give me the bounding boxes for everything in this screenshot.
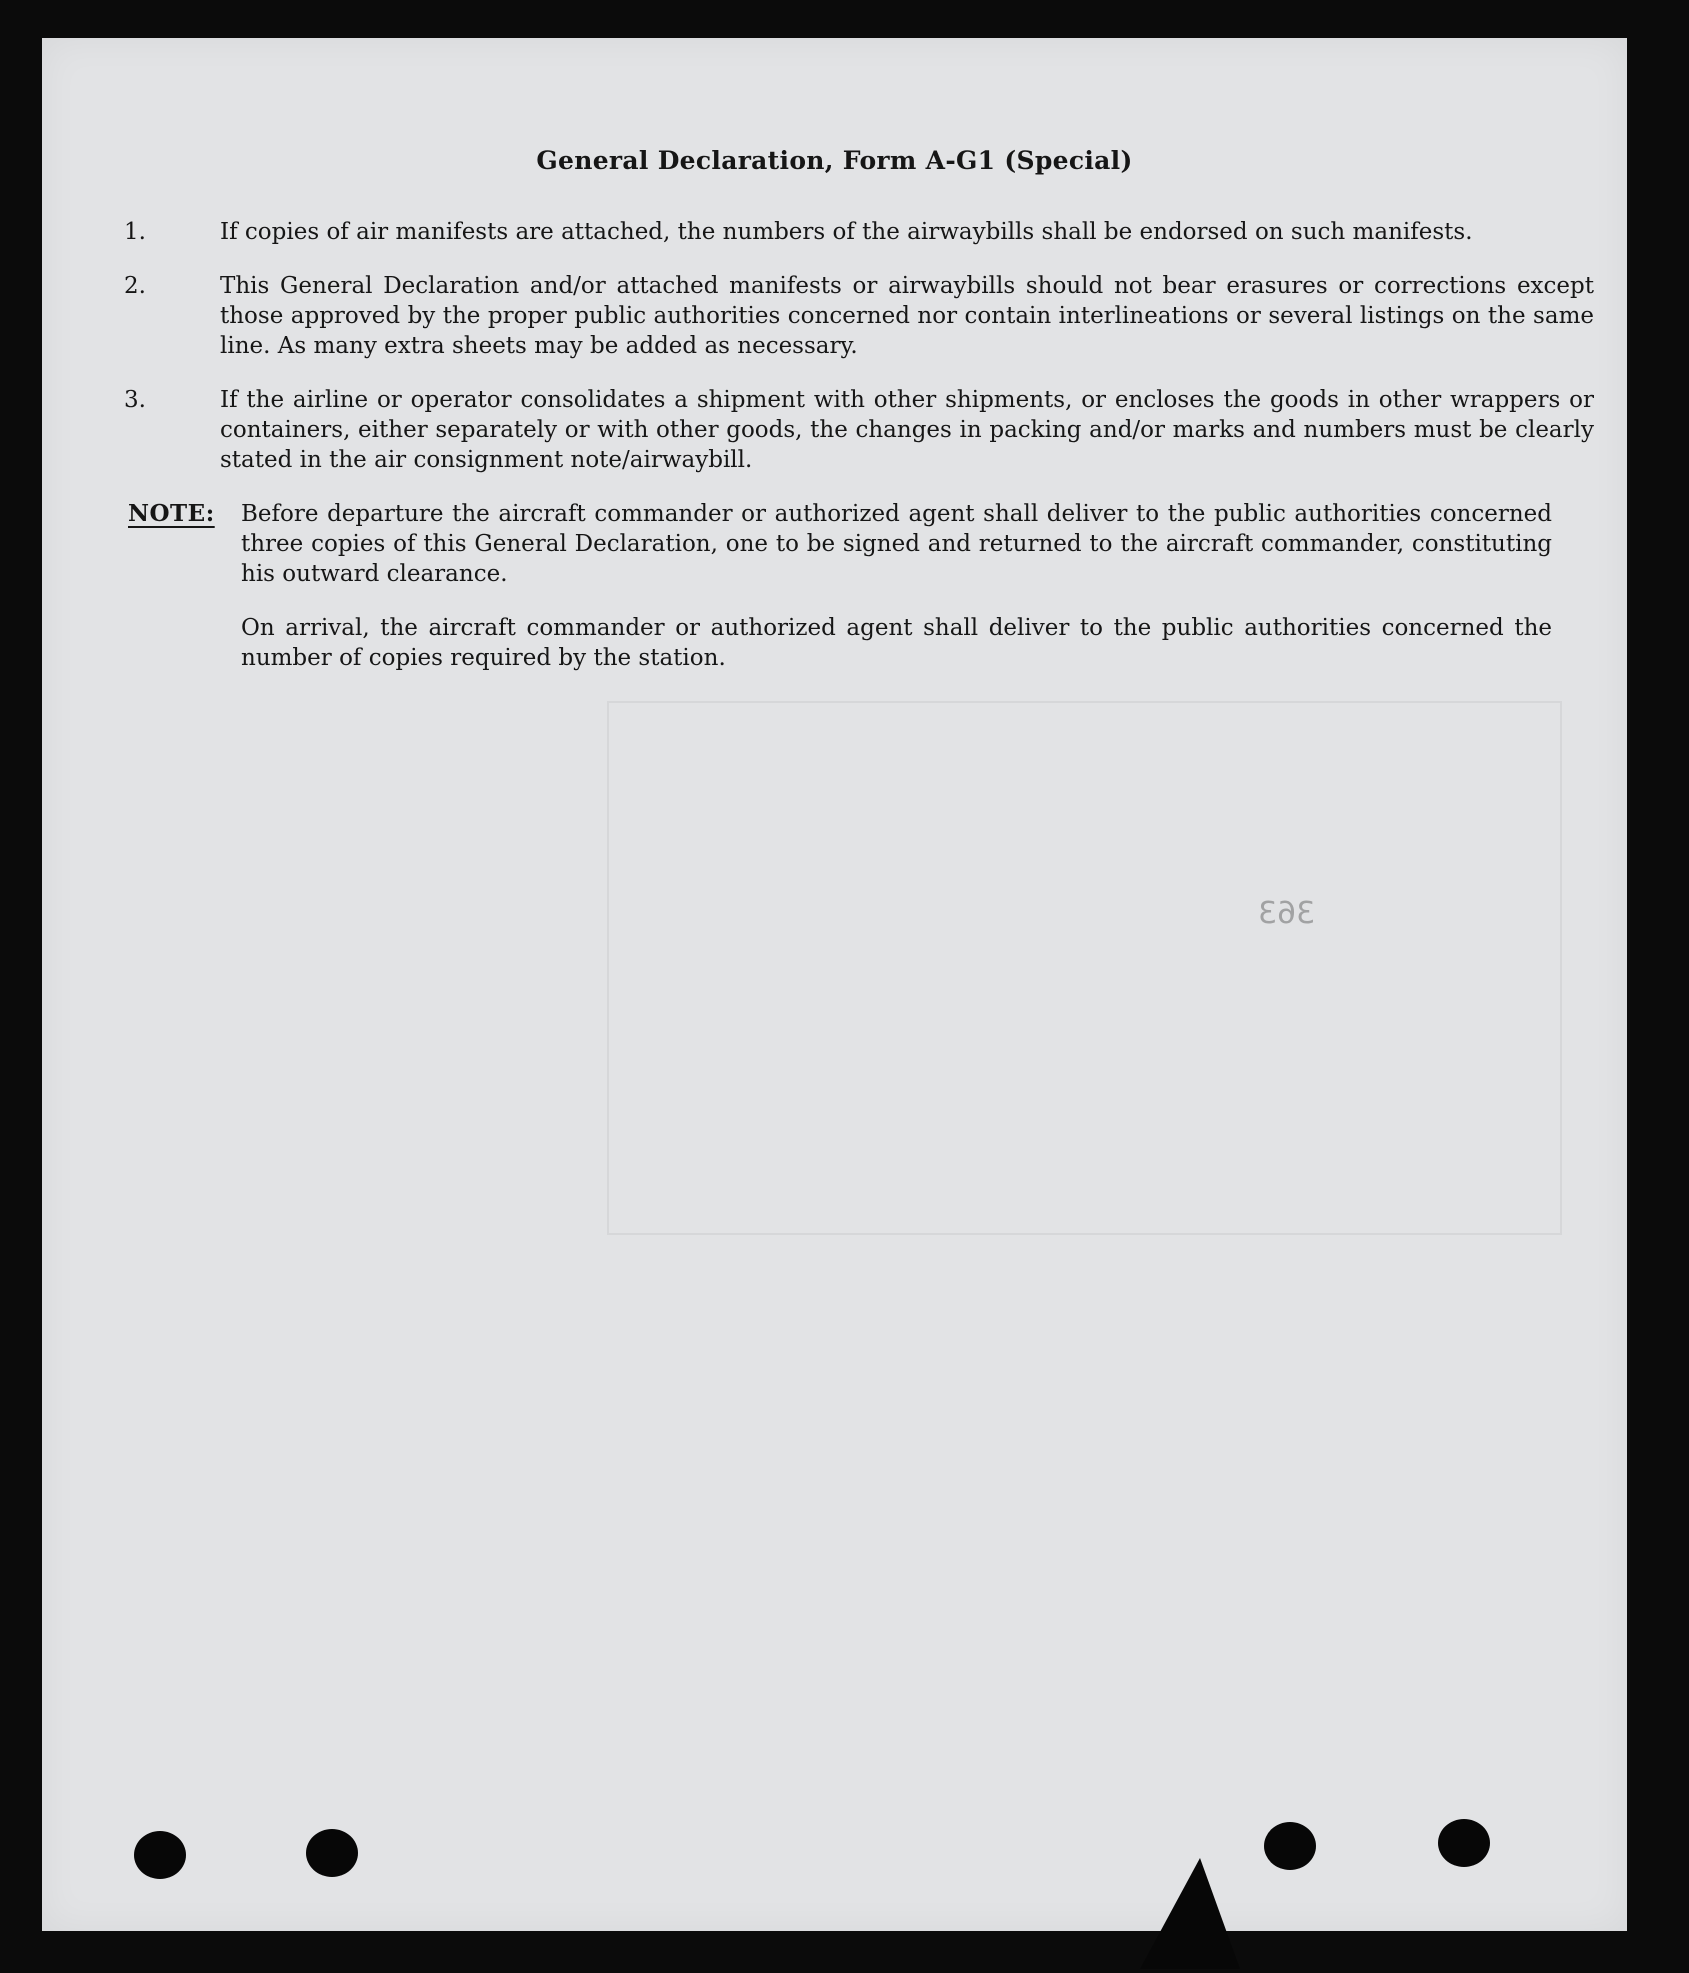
bleed-through-number: 363 (1258, 896, 1316, 931)
punch-hole (134, 1831, 186, 1879)
item-text: If copies of air manifests are attached, the numbers of the airwaybills shall be endorsed on such manifests. (220, 219, 1473, 245)
torn-edge (1140, 1858, 1240, 1969)
document-title: General Declaration, Form A-G1 (Special) (536, 146, 1133, 175)
item-text: This General Declaration and/or attached manifests or airwaybills should not bear erasures or corrections except those approved by the proper public authorities concerned nor contain interlineations or several listings on the same line. As many extra sheets may be added as necessary. (220, 273, 1594, 359)
document-page (42, 38, 1627, 1931)
note-paragraph-1: Before departure the aircraft commander or authorized agent shall deliver to the public authorities concerned three copies of this General Declaration, one to be signed and returned to the aircraft commander, constituting his outward clearance. (241, 501, 1552, 587)
bleed-through-stamp-area (607, 701, 1562, 1235)
instruction-item-3 (124, 385, 1594, 475)
instruction-item-1 (124, 217, 1594, 247)
instruction-item-2 (124, 271, 1594, 361)
note-label: NOTE: (128, 500, 215, 527)
punch-hole (306, 1829, 358, 1877)
punch-hole (1438, 1819, 1490, 1867)
item-number: 1. (124, 219, 146, 245)
note-paragraph-2: On arrival, the aircraft commander or authorized agent shall deliver to the public authorities concerned the number of copies required by the station. (241, 615, 1552, 671)
item-number: 2. (124, 273, 146, 299)
item-text: If the airline or operator consolidates a shipment with other shipments, or encloses the goods in other wrappers or containers, either separately or with other goods, the changes in packing and/or marks and numbers must be clearly stated in the air consignment note/airwaybill. (220, 387, 1594, 473)
punch-hole (1264, 1822, 1316, 1870)
item-number: 3. (124, 387, 146, 413)
